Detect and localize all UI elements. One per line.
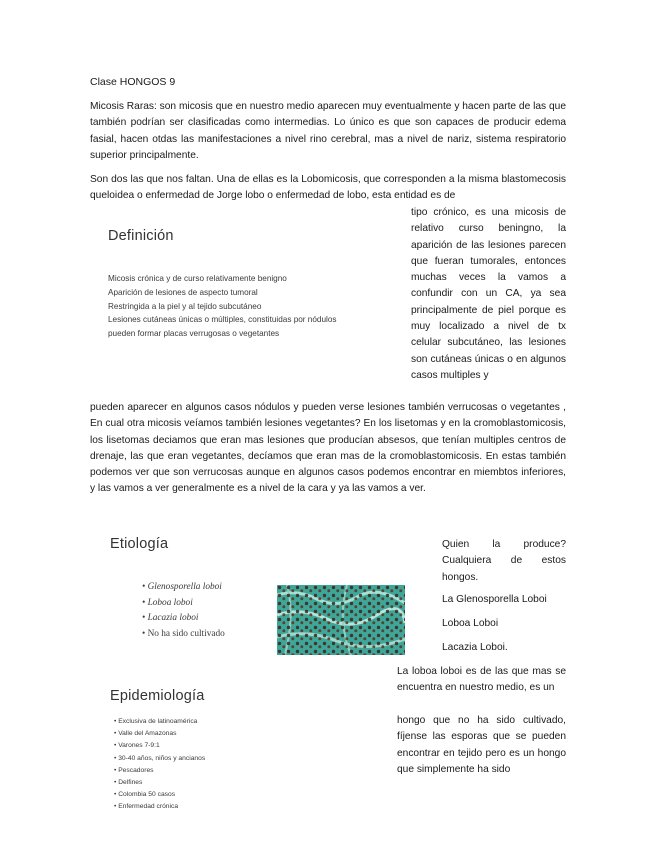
list-item: • Glenosporella loboi — [142, 580, 225, 596]
document-title: Clase HONGOS 9 — [90, 76, 176, 88]
list-item: Lesiones cutáneas únicas o múltiples, constituidas por nódulos — [108, 315, 337, 325]
list-item: • Exclusiva de latinoamérica — [114, 716, 350, 728]
list-item: • Enfermedad crónica — [114, 801, 350, 813]
paragraph-loboa-loboi: La loboa loboi es de las que mas se encuentra en nuestro medio, es un — [397, 666, 566, 694]
list-item: Aparición de lesiones de aspecto tumoral — [108, 287, 258, 297]
paragraph-loboa-loboi-continuation: hongo que no ha sido cultivado, fíjense las esporas que se pueden encontrar en tejido pero es un hongo que simplemente ha sido — [397, 715, 566, 775]
list-item: • Pescadores — [114, 765, 350, 777]
list-item: • Varones 7-9:1 — [114, 740, 350, 752]
slide-definicion-list — [108, 272, 408, 341]
list-item: Micosis crónica y de curso relativamente benigno — [108, 274, 287, 283]
slide-epidemiologia — [110, 688, 350, 814]
list-item: • Loboa loboi — [142, 596, 225, 612]
histology-micrograph-image — [277, 585, 405, 655]
fungus-name-3: Lacazia Loboi. — [442, 642, 508, 653]
slide-epidemiologia-heading: Epidemiología — [110, 688, 205, 704]
list-item: Restringida a la piel y al tejido subcutáneo — [108, 301, 262, 311]
paragraph-lobomicosis-continuation: pueden aparecer en algunos casos nódulos y pueden verse lesiones también verrucosas o vegetantes , En cual otra micosis veíamos también lesiones vegetantes? En los lisetomas y en la cromoblastomicosis, los lisetomas deciamos que eran mas lesiones que producían absesos, que tenían multiples centros de drenaje, las que eran vegetantes, decíamos que eran mas de la cromoblastomicosis. En estas también podemos ver que son verrucosas aunque en algunos casos podemos encontrar en miembtos inferiores, y las vamos a ver generalmente es a nivel de la cara y ya las vamos a ver. — [90, 402, 566, 495]
paragraph-quien-la-produce: Quien la produce? Cualquiera de estos hongos. — [442, 539, 566, 583]
list-item: • Valle del Amazonas — [114, 728, 350, 740]
list-item: • 30-40 años, niños y ancianos — [114, 753, 350, 765]
paragraph-lobomicosis-intro: Son dos las que nos faltan. Una de ellas es la Lobomicosis, que corresponden a la misma blastomecosis queloidea o enfermedad de Jorge lobo o enfermedad de lobo, esta entidad es de — [90, 174, 566, 202]
paragraph-lobomicosis-right-column: tipo crónico, es una micosis de relativo curso beningno, la aparición de las lesiones parecen que fueran tumorales, entonces muchas veces la vamos a confundir con un CA, ya sea principalmente de piel porque es muy localizado a nivel de tx celular subcutáneo, las lesiones son cutáneas únicas o en algunos casos multiples y — [411, 207, 566, 381]
paragraph-micosis-raras: Micosis Raras: son micosis que en nuestro medio aparecen muy eventualmente y hacen parte de las que también podrían ser clasificadas como intermedias. Lo único es que son capaces de producir edema fasial, hacen otdas las manifestaciones a nivel rino cerebral, mas a nivel de nariz, sistema respiratorio superior principalmente. — [90, 101, 566, 161]
slide-definicion — [108, 228, 408, 341]
list-item: • Colombia 50 casos — [114, 789, 350, 801]
list-item: • Lacazia loboi — [142, 611, 225, 627]
slide-epidemiologia-list — [114, 716, 350, 814]
list-item: pueden formar placas verrugosas o vegetantes — [108, 329, 280, 339]
slide-definicion-heading: Definición — [108, 228, 174, 244]
slide-etiologia-heading: Etiología — [110, 536, 169, 552]
list-item: • No ha sido cultivado — [142, 627, 225, 643]
slide-etiologia-list — [142, 580, 225, 642]
fungus-name-1: La Glenosporella Loboi — [442, 594, 547, 605]
micrograph-icon — [277, 585, 405, 655]
fungus-name-2: Loboa Loboi — [442, 618, 499, 629]
list-item: • Delfines — [114, 777, 350, 789]
